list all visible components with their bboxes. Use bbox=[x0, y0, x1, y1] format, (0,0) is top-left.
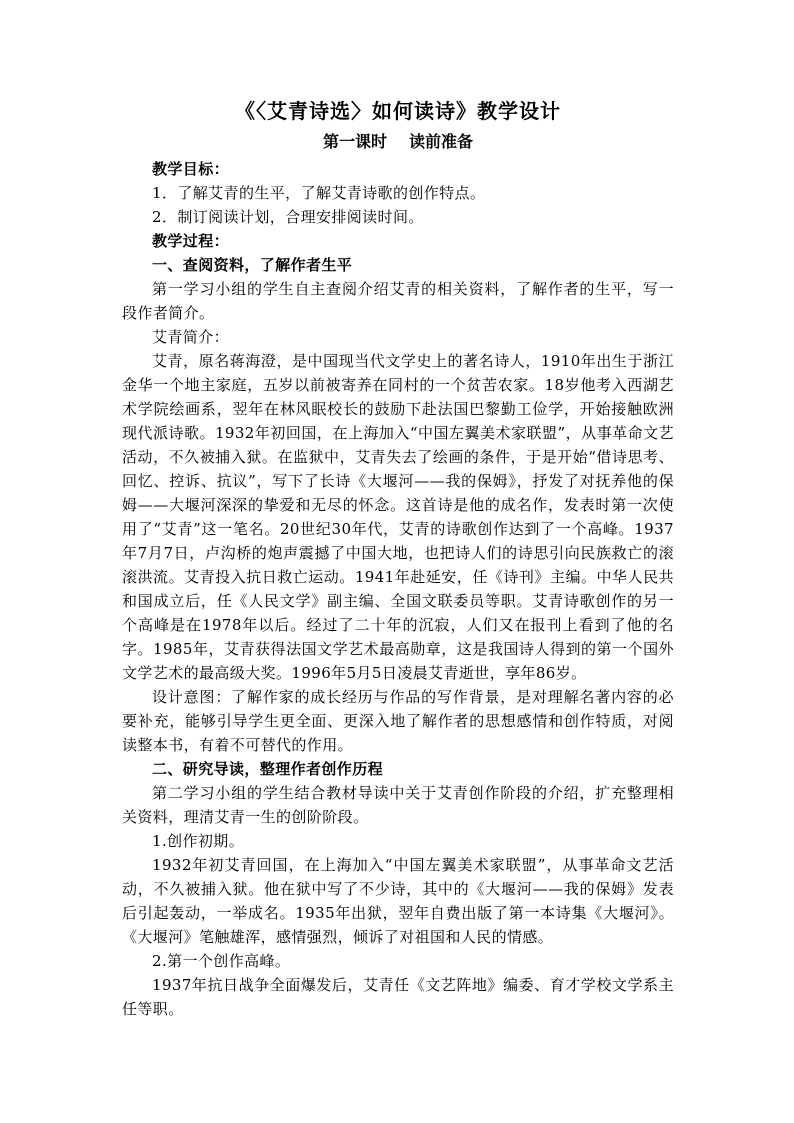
section-heading: 教学过程： bbox=[152, 232, 230, 250]
body-paragraph: 2．制订阅读计划，合理安排阅读时间。 bbox=[152, 208, 424, 226]
body-paragraph: 设计意图：了解作家的成长经历与作品的写作背景，是对理解名著内容的必要补充，能够引导学生更全面、更深入地了解作者的思想感情和创作特质，对阅读整本书，有着不可替代的作用。 bbox=[122, 688, 674, 754]
document-content bbox=[122, 97, 674, 1021]
body-paragraph: 第一学习小组的学生自主查阅介绍艾青的相关资料，了解作者的生平，写一段作者简介。 bbox=[122, 280, 674, 322]
body-paragraph: 2.第一个创作高峰。 bbox=[152, 952, 291, 970]
lesson-topic: 读前准备 bbox=[409, 132, 474, 151]
body-paragraph: 1937年抗日战争全面爆发后，艾青任《文艺阵地》编委、育才学校文学系主任等职。 bbox=[122, 976, 674, 1018]
document-body bbox=[122, 157, 674, 1021]
body-paragraph: 第二学习小组的学生结合教材导读中关于艾青创作阶段的介绍，扩充整理相关资料，理清艾青一生的创阶阶段。 bbox=[122, 784, 674, 826]
lesson-subtitle bbox=[122, 129, 674, 155]
body-paragraph: 1.创作初期。 bbox=[152, 832, 245, 850]
body-paragraph: 艾青，原名蒋海澄，是中国现当代文学史上的著名诗人，1910年出生于浙江金华一个地主家庭，五岁以前被寄养在同村的一个贫苦农家。18岁他考入西湖艺术学院绘画系，翌年在林风眠校长的鼓励下赴法国巴黎勤工俭学，开始接触欧洲现代派诗歌。1932年初回国，在上海加入“中国左翼美术家联盟”，从事革命文艺活动，不久被捕入狱。在监狱中，艾青失去了绘画的条件，于是开始“借诗思考、回忆、控诉、抗议”，写下了长诗《大堰河——我的保姆》，抒发了对抚养他的保姆——大堰河深深的挚爱和无尽的怀念。这首诗是他的成名作，发表时第一次使用了“艾青”这一笔名。20世纪30年代，艾青的诗歌创作达到了一个高峰。1937年7月7日，卢沟桥的炮声震撼了中国大地，也把诗人们的诗思引向民族救亡的滚滚洪流。艾青投入抗日救亡运动。1941年赴延安，任《诗刊》主编。中华人民共和国成立后，任《人民文学》副主编、全国文联委员等职。艾青诗歌创作的另一个高峰是在1978年以后。经过了二十年的沉寂，人们又在报刊上看到了他的名字。1985年，艾青获得法国文学艺术最高勋章，这是我国诗人得到的第一个国外文学艺术的最高级大奖。1996年5月5日凌晨艾青逝世，享年86岁。 bbox=[122, 352, 674, 682]
section-heading: 二、研究导读，整理作者创作历程 bbox=[152, 760, 384, 778]
body-paragraph: 艾青简介： bbox=[152, 328, 230, 346]
body-paragraph: 1．了解艾青的生平，了解艾青诗歌的创作特点。 bbox=[152, 184, 486, 202]
document-title: 《〈艾青诗选〉如何读诗》教学设计 bbox=[235, 99, 561, 123]
body-paragraph: 1932年初艾青回国，在上海加入“中国左翼美术家联盟”，从事革命文艺活动，不久被捕入狱。他在狱中写了不少诗，其中的《大堰河——我的保姆》发表后引起轰动，一举成名。1935年出狱，翌年自费出版了第一本诗集《大堰河》。《大堰河》笔触雄浑，感情强烈，倾诉了对祖国和人民的情感。 bbox=[122, 856, 674, 946]
section-heading: 教学目标： bbox=[152, 160, 230, 178]
section-heading: 一、查阅资料，了解作者生平 bbox=[152, 256, 353, 274]
lesson-number: 第一课时 bbox=[322, 132, 387, 151]
